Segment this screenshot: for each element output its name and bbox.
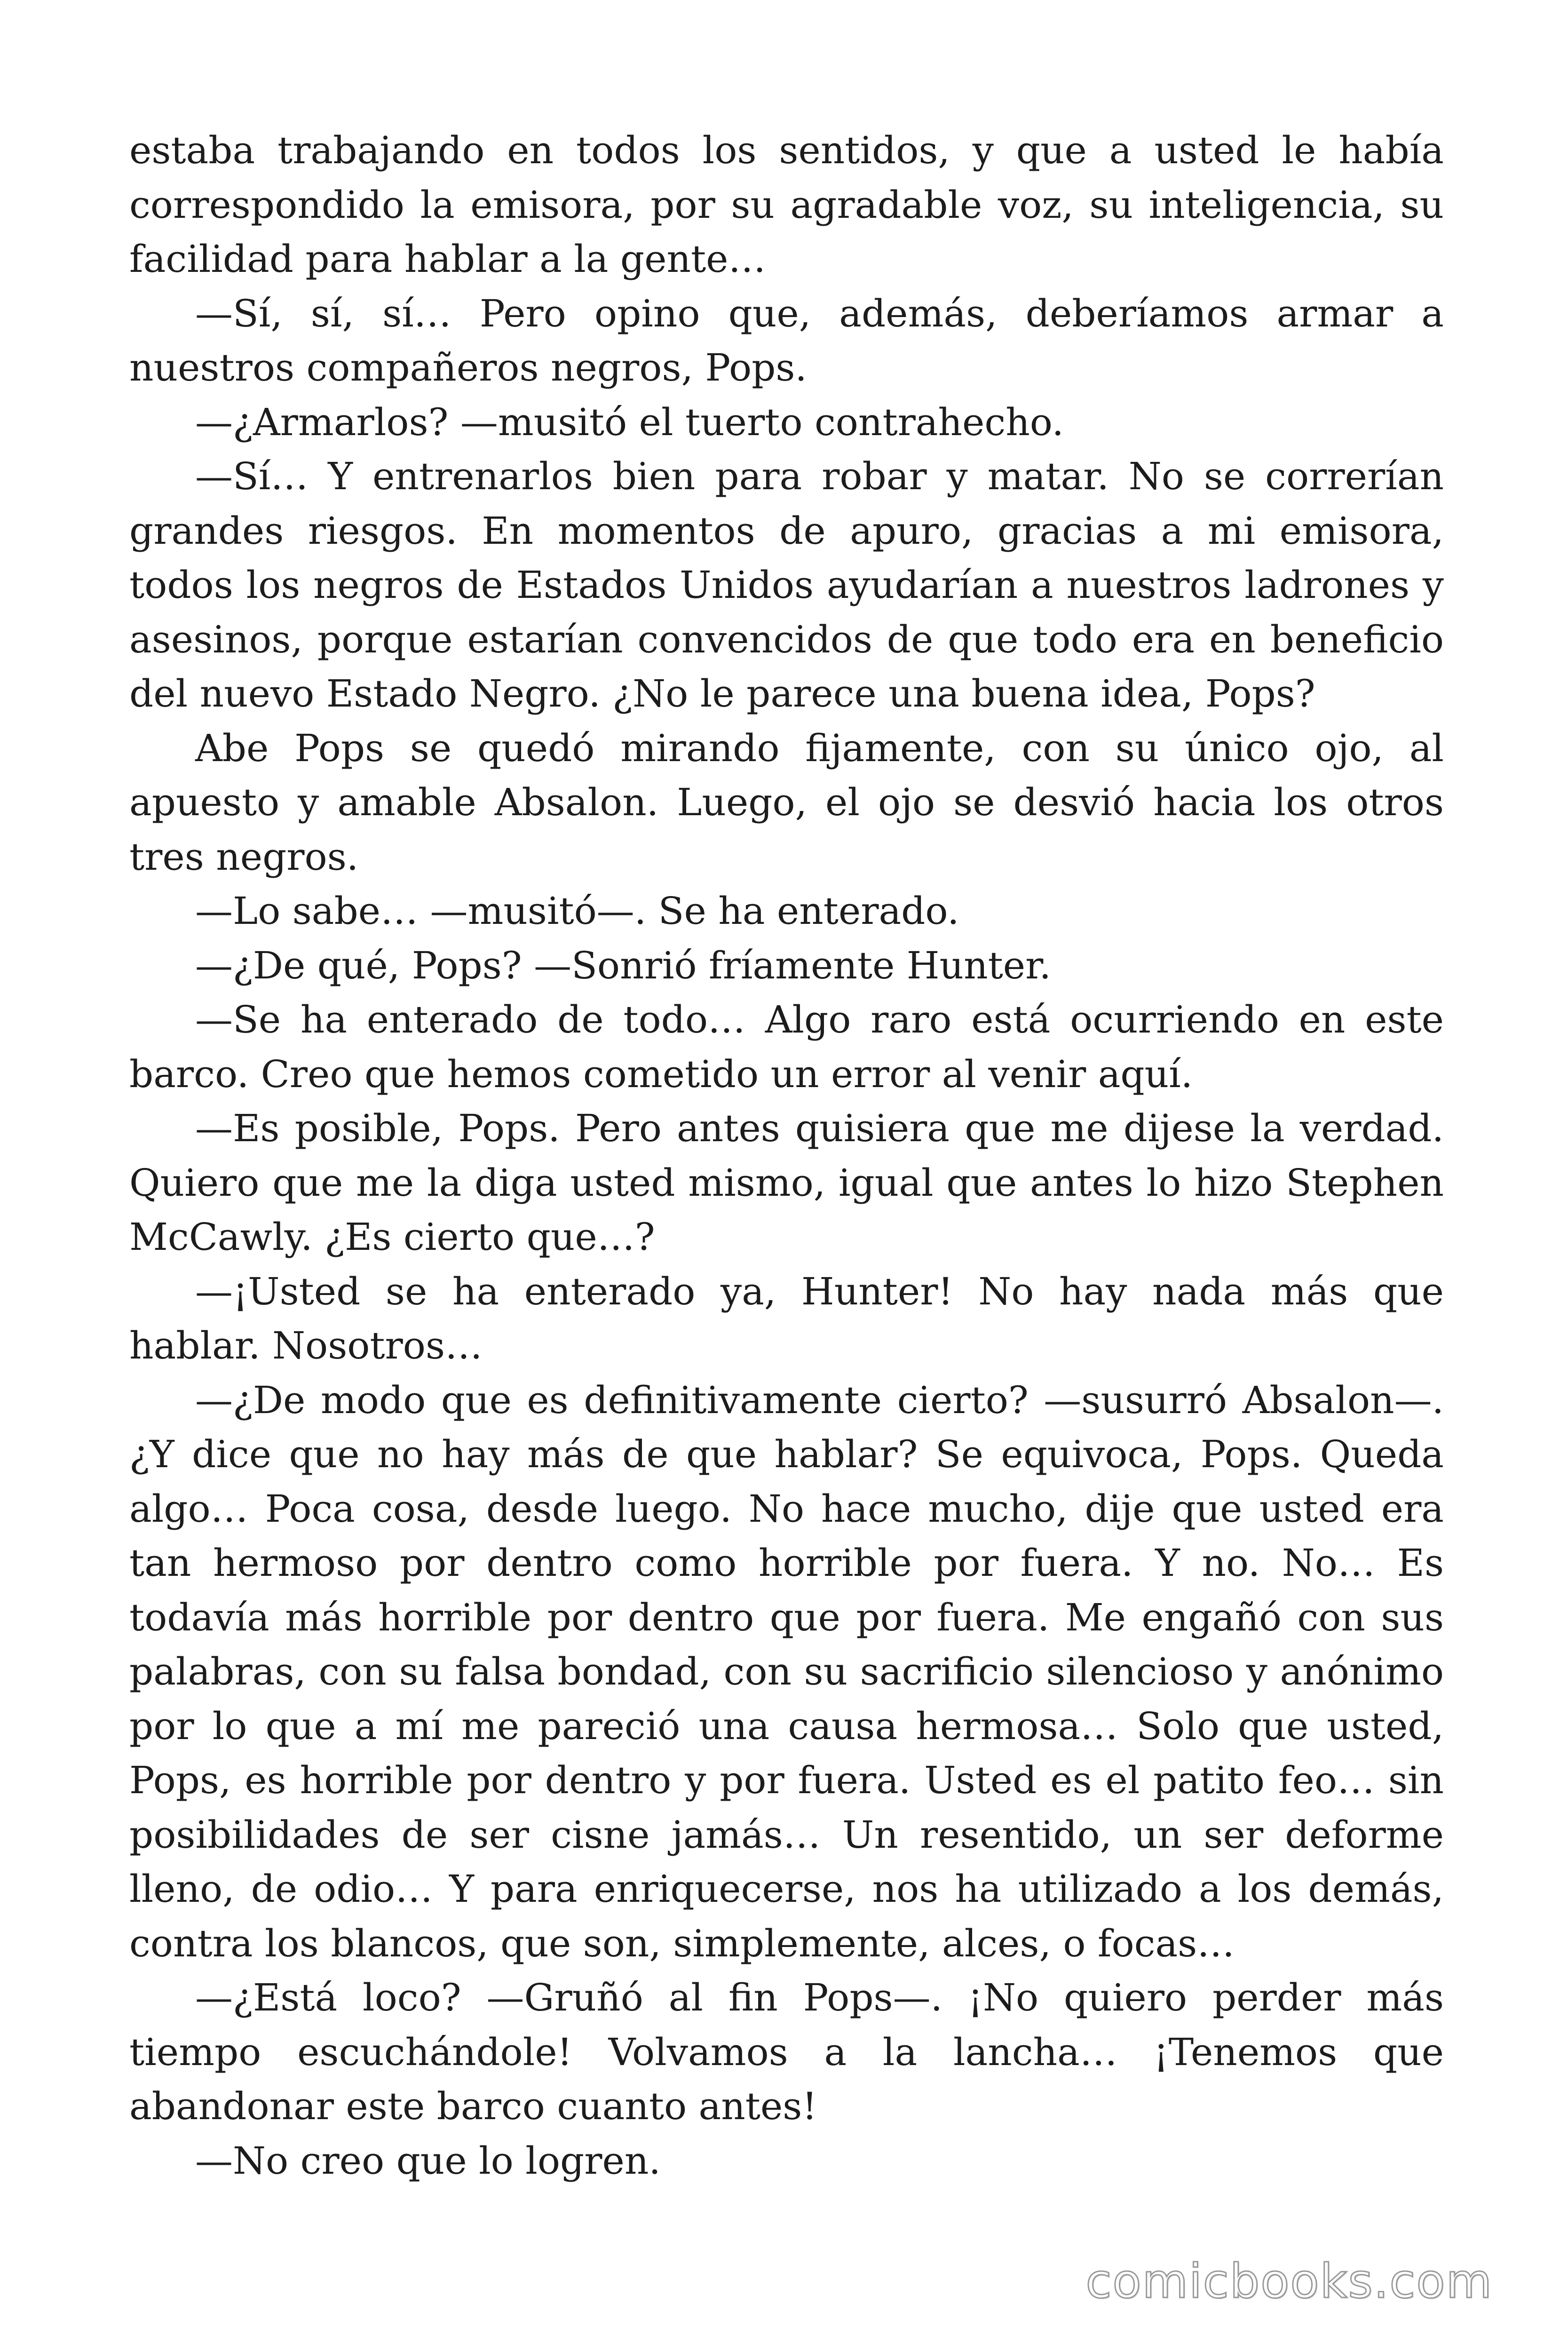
paragraph-12: —¿Está loco? —Gruñó al fin Pops—. ¡No quiero perder más tiempo escuchándole! Volvamos a la lancha… ¡Tenemos que abandonar este barco cuanto antes! bbox=[129, 1976, 1444, 2128]
paragraph-3: —¿Armarlos? —musitó el tuerto contrahecho. bbox=[195, 400, 1064, 444]
paragraph-2: —Sí, sí, sí… Pero opino que, además, deberíamos armar a nuestros compañeros negros, Pops. bbox=[129, 291, 1444, 389]
paragraph-13: —No creo que lo logren. bbox=[195, 2138, 661, 2183]
paragraph-11: —¿De modo que es definitivamente cierto? —susurró Absalon—. ¿Y dice que no hay más de que hablar? Se equivoca, Pops. Queda algo… Poca cosa, desde luego. No hace mucho, dije que usted era tan hermoso por dentro como horrible por fuera. Y no. No… Es todavía más horrible por dentro que por fuera. Me engañó con sus palabras, con su falsa bondad, con su sacrificio silencioso y anónimo por lo que a mí me pareció una causa hermosa… Solo que usted, Pops, es horrible por dentro y por fuera. Usted es el patito feo… sin posibilidades de ser cisne jamás… Un resentido, un ser deforme lleno, de odio… Y para enriquecerse, nos ha utilizado a los demás, contra los blancos, que son, simplemente, alces, o focas… bbox=[129, 1378, 1444, 1965]
paragraph-6: —Lo sabe… —musitó—. Se ha enterado. bbox=[195, 889, 959, 933]
watermark: comicbooks.com bbox=[1085, 2254, 1493, 2309]
paragraph-9: —Es posible, Pops. Pero antes quisiera que me dijese la verdad. Quiero que me la diga usted mismo, igual que antes lo hizo Stephen McCawly. ¿Es cierto que…? bbox=[129, 1106, 1444, 1259]
page-body bbox=[129, 123, 1444, 2188]
paragraph-4: —Sí… Y entrenarlos bien para robar y matar. No se correrían grandes riesgos. En momentos de apuro, gracias a mi emisora, todos los negros de Estados Unidos ayudarían a nuestros ladrones y asesinos, porque estarían convencidos de que todo era en beneficio del nuevo Estado Negro. ¿No le parece una buena idea, Pops? bbox=[129, 454, 1444, 715]
paragraph-5: Abe Pops se quedó mirando fijamente, con su único ojo, al apuesto y amable Absalon. Luego, el ojo se desvió hacia los otros tres negros. bbox=[129, 726, 1444, 879]
paragraph-8: —Se ha enterado de todo… Algo raro está ocurriendo en este barco. Creo que hemos cometido un error al venir aquí. bbox=[129, 998, 1444, 1096]
paragraph-10: —¡Usted se ha enterado ya, Hunter! No hay nada más que hablar. Nosotros… bbox=[129, 1269, 1444, 1367]
paragraph-7: —¿De qué, Pops? —Sonrió fríamente Hunter. bbox=[195, 943, 1051, 987]
paragraph-1: estaba trabajando en todos los sentidos, y que a usted le había correspondido la emisora, por su agradable voz, su inteligencia, su facilidad para hablar a la gente… bbox=[129, 128, 1444, 281]
